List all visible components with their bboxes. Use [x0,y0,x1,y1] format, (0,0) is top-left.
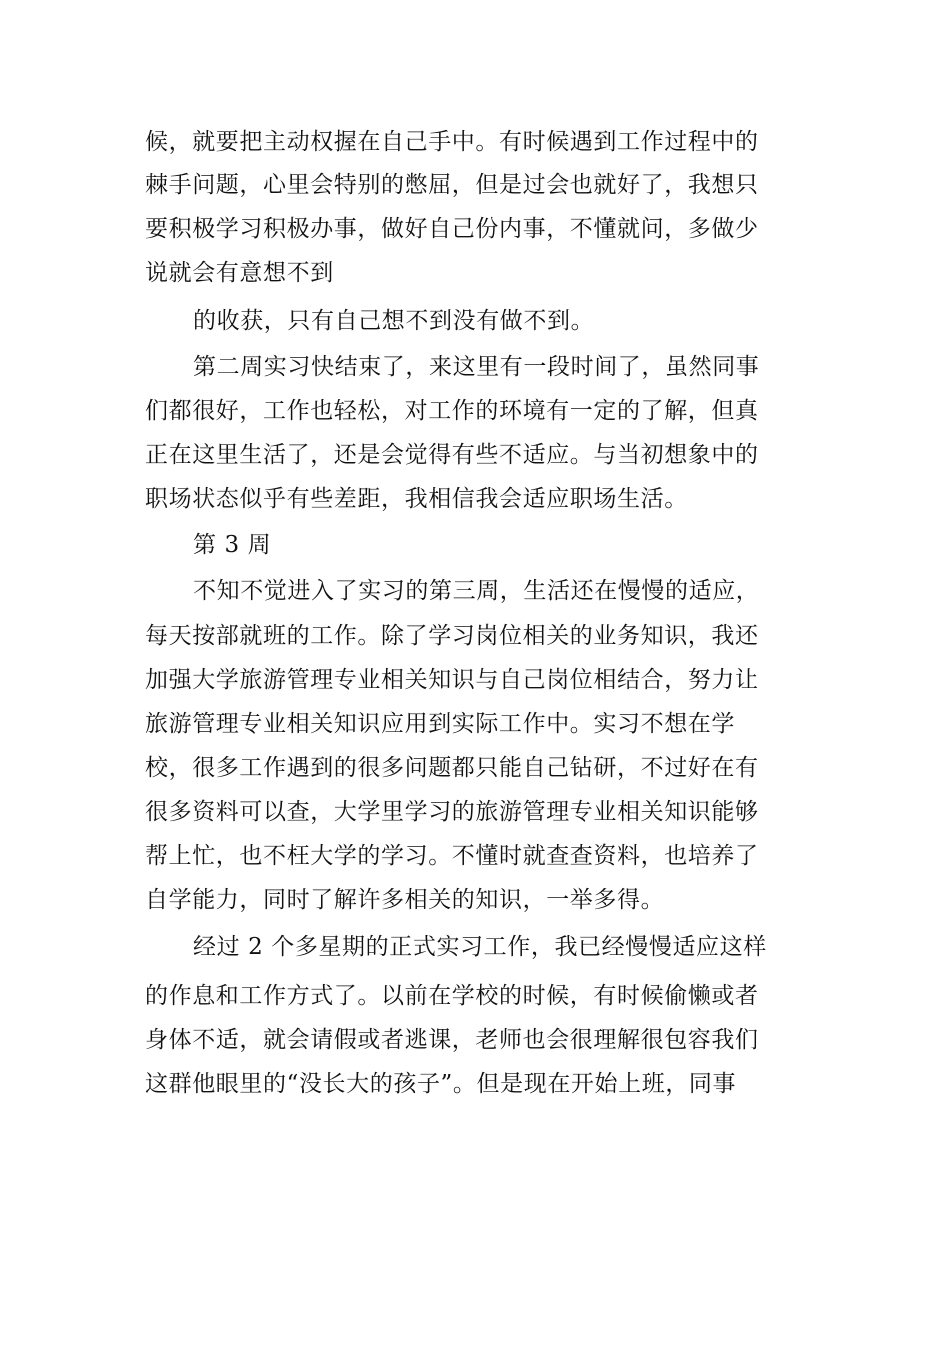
text-line: 身体不适，就会请假或者逃课，老师也会很理解很包容我们 [145,1027,759,1053]
text-line: 职场状态似乎有些差距，我相信我会适应职场生活。 [145,486,688,512]
text-line: 很多资料可以查，大学里学习的旅游管理专业相关知识能够 [145,799,759,825]
text-line: 不知不觉进入了实习的第三周，生活还在慢慢的适应， [193,578,760,604]
text-line: 旅游管理专业相关知识应用到实际工作中。实习不想在学 [145,711,735,737]
text-line: 要积极学习积极办事，做好自己份内事，不懂就问，多做少 [145,216,759,242]
text-line: 第二周实习快结束了，来这里有一段时间了，虽然同事 [193,354,760,380]
text-line: 自学能力，同时了解许多相关的知识，一举多得。 [145,887,665,913]
text-line: 每天按部就班的工作。除了学习岗位相关的业务知识，我还 [145,623,759,649]
text-line: 这群他眼里的“没长大的孩子”。但是现在开始上班，同事 [145,1071,737,1097]
text-line: 帮上忙，也不枉大学的学习。不懂时就查查资料，也培养了 [145,843,759,869]
text-line: 的收获，只有自己想不到没有做不到。 [193,308,595,334]
text-line: 们都很好，工作也轻松，对工作的环境有一定的了解，但真 [145,398,759,424]
text-line: 候，就要把主动权握在自己手中。有时候遇到工作过程中的 [145,129,759,155]
text-line: 经过 2 个多星期的正式实习工作，我已经慢慢适应这样 [193,934,767,960]
text-line: 校，很多工作遇到的很多问题都只能自己钻研，不过好在有 [145,755,759,781]
text-line: 加强大学旅游管理专业相关知识与自己岗位相结合，努力让 [145,667,759,693]
text-line: 说就会有意想不到 [145,260,334,286]
section-heading: 第 3 周 [193,532,272,558]
text-line: 的作息和工作方式了。以前在学校的时候，有时候偷懒或者 [145,983,759,1009]
text-line: 正在这里生活了，还是会觉得有些不适应。与当初想象中的 [145,442,759,468]
text-line: 棘手问题，心里会特别的憋屈，但是过会也就好了，我想只 [145,172,759,198]
